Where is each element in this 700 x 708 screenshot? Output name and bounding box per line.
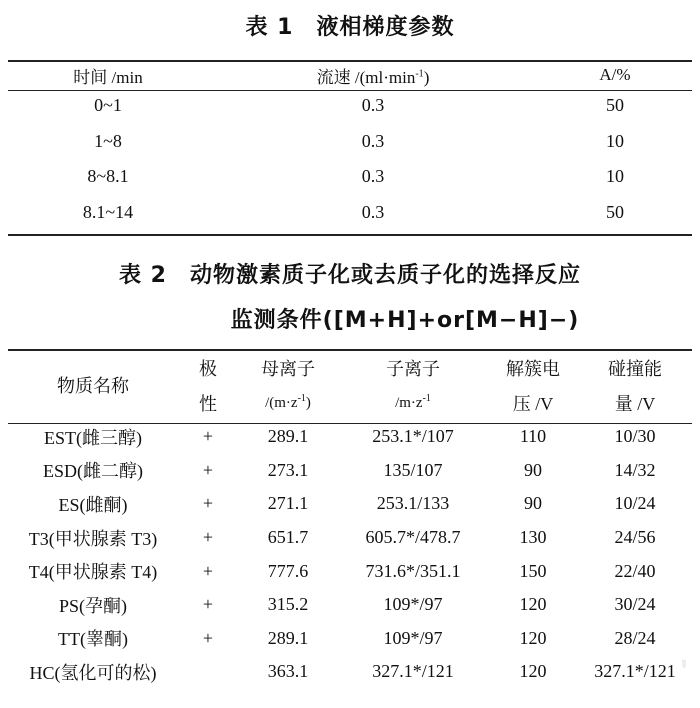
table2-title-line2: 监测条件([M+H]+or[M−H]−)	[230, 308, 580, 333]
table2-cell-product-ion: 327.1*/121	[372, 661, 454, 682]
table2-cell-parent-ion: 315.2	[267, 594, 309, 615]
table1-row	[8, 88, 692, 124]
table2-cell-name: PS(孕酮)	[58, 595, 127, 616]
table1-cell-a: 50	[606, 201, 624, 222]
table2-header-product-1: 子离子	[386, 358, 440, 379]
table2-header-row-1	[8, 350, 692, 385]
table2-cell-parent-ion: 271.1	[267, 493, 309, 514]
table2-cell-collision-energy: 30/24	[614, 594, 656, 615]
table2-cell-product-ion: 731.6*/351.1	[365, 560, 461, 581]
table2-cell-collision-energy: 10/30	[614, 426, 656, 447]
table2-row	[8, 554, 692, 588]
table2-row	[8, 655, 692, 689]
table2-cell-name: TT(睾酮)	[58, 629, 128, 650]
table2-header-coll-1: 碰撞能	[608, 358, 662, 379]
table1-cell-a: 50	[606, 95, 624, 116]
table2-cell-collision-energy: 22/40	[614, 560, 656, 581]
table2-cell-name: ES(雌酮)	[58, 494, 128, 515]
table2-cell-collision-energy: 10/24	[614, 493, 656, 514]
table2-row	[8, 420, 692, 454]
table2-cell-product-ion: 109*/97	[383, 627, 443, 648]
table1-row	[8, 195, 692, 231]
table2-header-parent-close: )	[305, 395, 311, 411]
table1-cell-time: 8~8.1	[87, 166, 129, 187]
table1-header-time: 时间 /min	[73, 67, 143, 87]
table1-header-flow-close: )	[423, 67, 430, 87]
table2-header-parent-1: 母离子	[261, 358, 315, 379]
table1-header-rule	[8, 90, 692, 91]
table2-header-polarity-1: 极	[199, 358, 217, 379]
table2-cell-name: HC(氢化可的松)	[29, 662, 157, 683]
table2-header-product-sup: -1	[422, 393, 431, 404]
table2-cell-polarity: +	[202, 459, 214, 480]
table2-cell-parent-ion: 651.7	[267, 527, 309, 548]
table2-header-product-2	[338, 385, 488, 420]
table2-cell-name: T4(甲状腺素 T4)	[28, 562, 158, 583]
table2-header-parent-2-text: /(m·z	[265, 395, 298, 411]
table2-cell-collision-energy: 327.1*/121	[594, 661, 676, 682]
table2-header-parent-2	[238, 385, 338, 420]
table2-row	[8, 487, 692, 521]
table1-cell-flow: 0.3	[361, 166, 385, 187]
table2-cell-collision-energy: 14/32	[614, 459, 656, 480]
table1-cell-a: 10	[606, 130, 624, 151]
table2-cell-polarity	[178, 655, 238, 689]
table1-header-a: A/%	[599, 65, 631, 84]
table2-cell-collision-energy: 24/56	[614, 527, 656, 548]
table1-bottom-rule	[8, 234, 692, 236]
table2-cell-declustering-voltage: 90	[524, 493, 542, 514]
table2-row	[8, 454, 692, 488]
table1-title: 表 1 液相梯度参数	[245, 15, 455, 40]
table1	[8, 62, 692, 230]
table2-cell-declustering-voltage: 110	[519, 426, 547, 447]
table2-header-product-2-text: /m·z	[395, 395, 423, 411]
table1-row	[8, 124, 692, 160]
table2-cell-parent-ion: 289.1	[267, 627, 309, 648]
table1-cell-time: 8.1~14	[82, 201, 134, 222]
table2-cell-product-ion: 135/107	[383, 459, 443, 480]
table1-header-flow-sup: -1	[415, 67, 424, 79]
table2-row	[8, 622, 692, 656]
table1-cell-flow: 0.3	[361, 201, 385, 222]
table2-cell-declustering-voltage: 90	[524, 459, 542, 480]
table1-cell-time: 1~8	[94, 130, 122, 151]
table2-cell-declustering-voltage: 120	[519, 627, 547, 648]
table1-cell-flow: 0.3	[361, 95, 385, 116]
table2-cell-declustering-voltage: 120	[519, 661, 547, 682]
table1-cell-time: 0~1	[94, 95, 122, 116]
table2-cell-polarity: +	[202, 426, 214, 447]
table2-title-line1: 表 2 动物激素质子化或去质子化的选择反应	[119, 263, 581, 288]
table2-header-decl-2: 压 /V	[512, 393, 554, 414]
table1-cell-a: 10	[606, 166, 624, 187]
table1-header-flow	[208, 62, 538, 88]
table2-cell-parent-ion: 289.1	[267, 426, 309, 447]
table2-header-parent-sup: -1	[297, 393, 306, 404]
table2-header-name: 物质名称	[57, 376, 129, 396]
table2-cell-polarity: +	[202, 527, 214, 548]
table1-header-flow-text: 流速 /(ml·min	[316, 67, 416, 87]
table2-cell-polarity: +	[202, 627, 214, 648]
table2-cell-declustering-voltage: 120	[519, 594, 547, 615]
table2-cell-name: ESD(雌二醇)	[43, 461, 143, 482]
table2-cell-polarity: +	[202, 560, 214, 581]
table2-cell-product-ion: 109*/97	[383, 594, 443, 615]
table2-header-polarity-2: 性	[199, 393, 217, 414]
table2-cell-declustering-voltage: 150	[519, 560, 547, 581]
table2-header-coll-2: 量 /V	[614, 393, 656, 414]
table2-cell-parent-ion: 363.1	[267, 661, 309, 682]
table2-cell-parent-ion: 777.6	[267, 560, 309, 581]
table2-header-decl-1: 解簇电	[506, 358, 560, 379]
table2-cell-name: T3(甲状腺素 T3)	[28, 528, 158, 549]
table2-row	[8, 521, 692, 555]
table2-cell-product-ion: 253.1*/107	[372, 426, 454, 447]
table2-cell-name: EST(雌三醇)	[44, 427, 142, 448]
table2-cell-product-ion: 605.7*/478.7	[365, 527, 461, 548]
table2-cell-polarity: +	[202, 493, 214, 514]
table1-cell-flow: 0.3	[361, 130, 385, 151]
table2-cell-polarity: +	[202, 594, 214, 615]
table2	[8, 350, 692, 689]
watermark-mark: ✎	[675, 656, 692, 673]
table2-row	[8, 588, 692, 622]
table1-header-row	[8, 62, 692, 88]
table2-cell-declustering-voltage: 130	[519, 527, 547, 548]
table2-cell-parent-ion: 273.1	[267, 459, 309, 480]
table2-cell-product-ion: 253.1/133	[376, 493, 450, 514]
table2-header-rule	[8, 423, 692, 424]
table1-row	[8, 159, 692, 195]
table2-cell-collision-energy: 28/24	[614, 627, 656, 648]
